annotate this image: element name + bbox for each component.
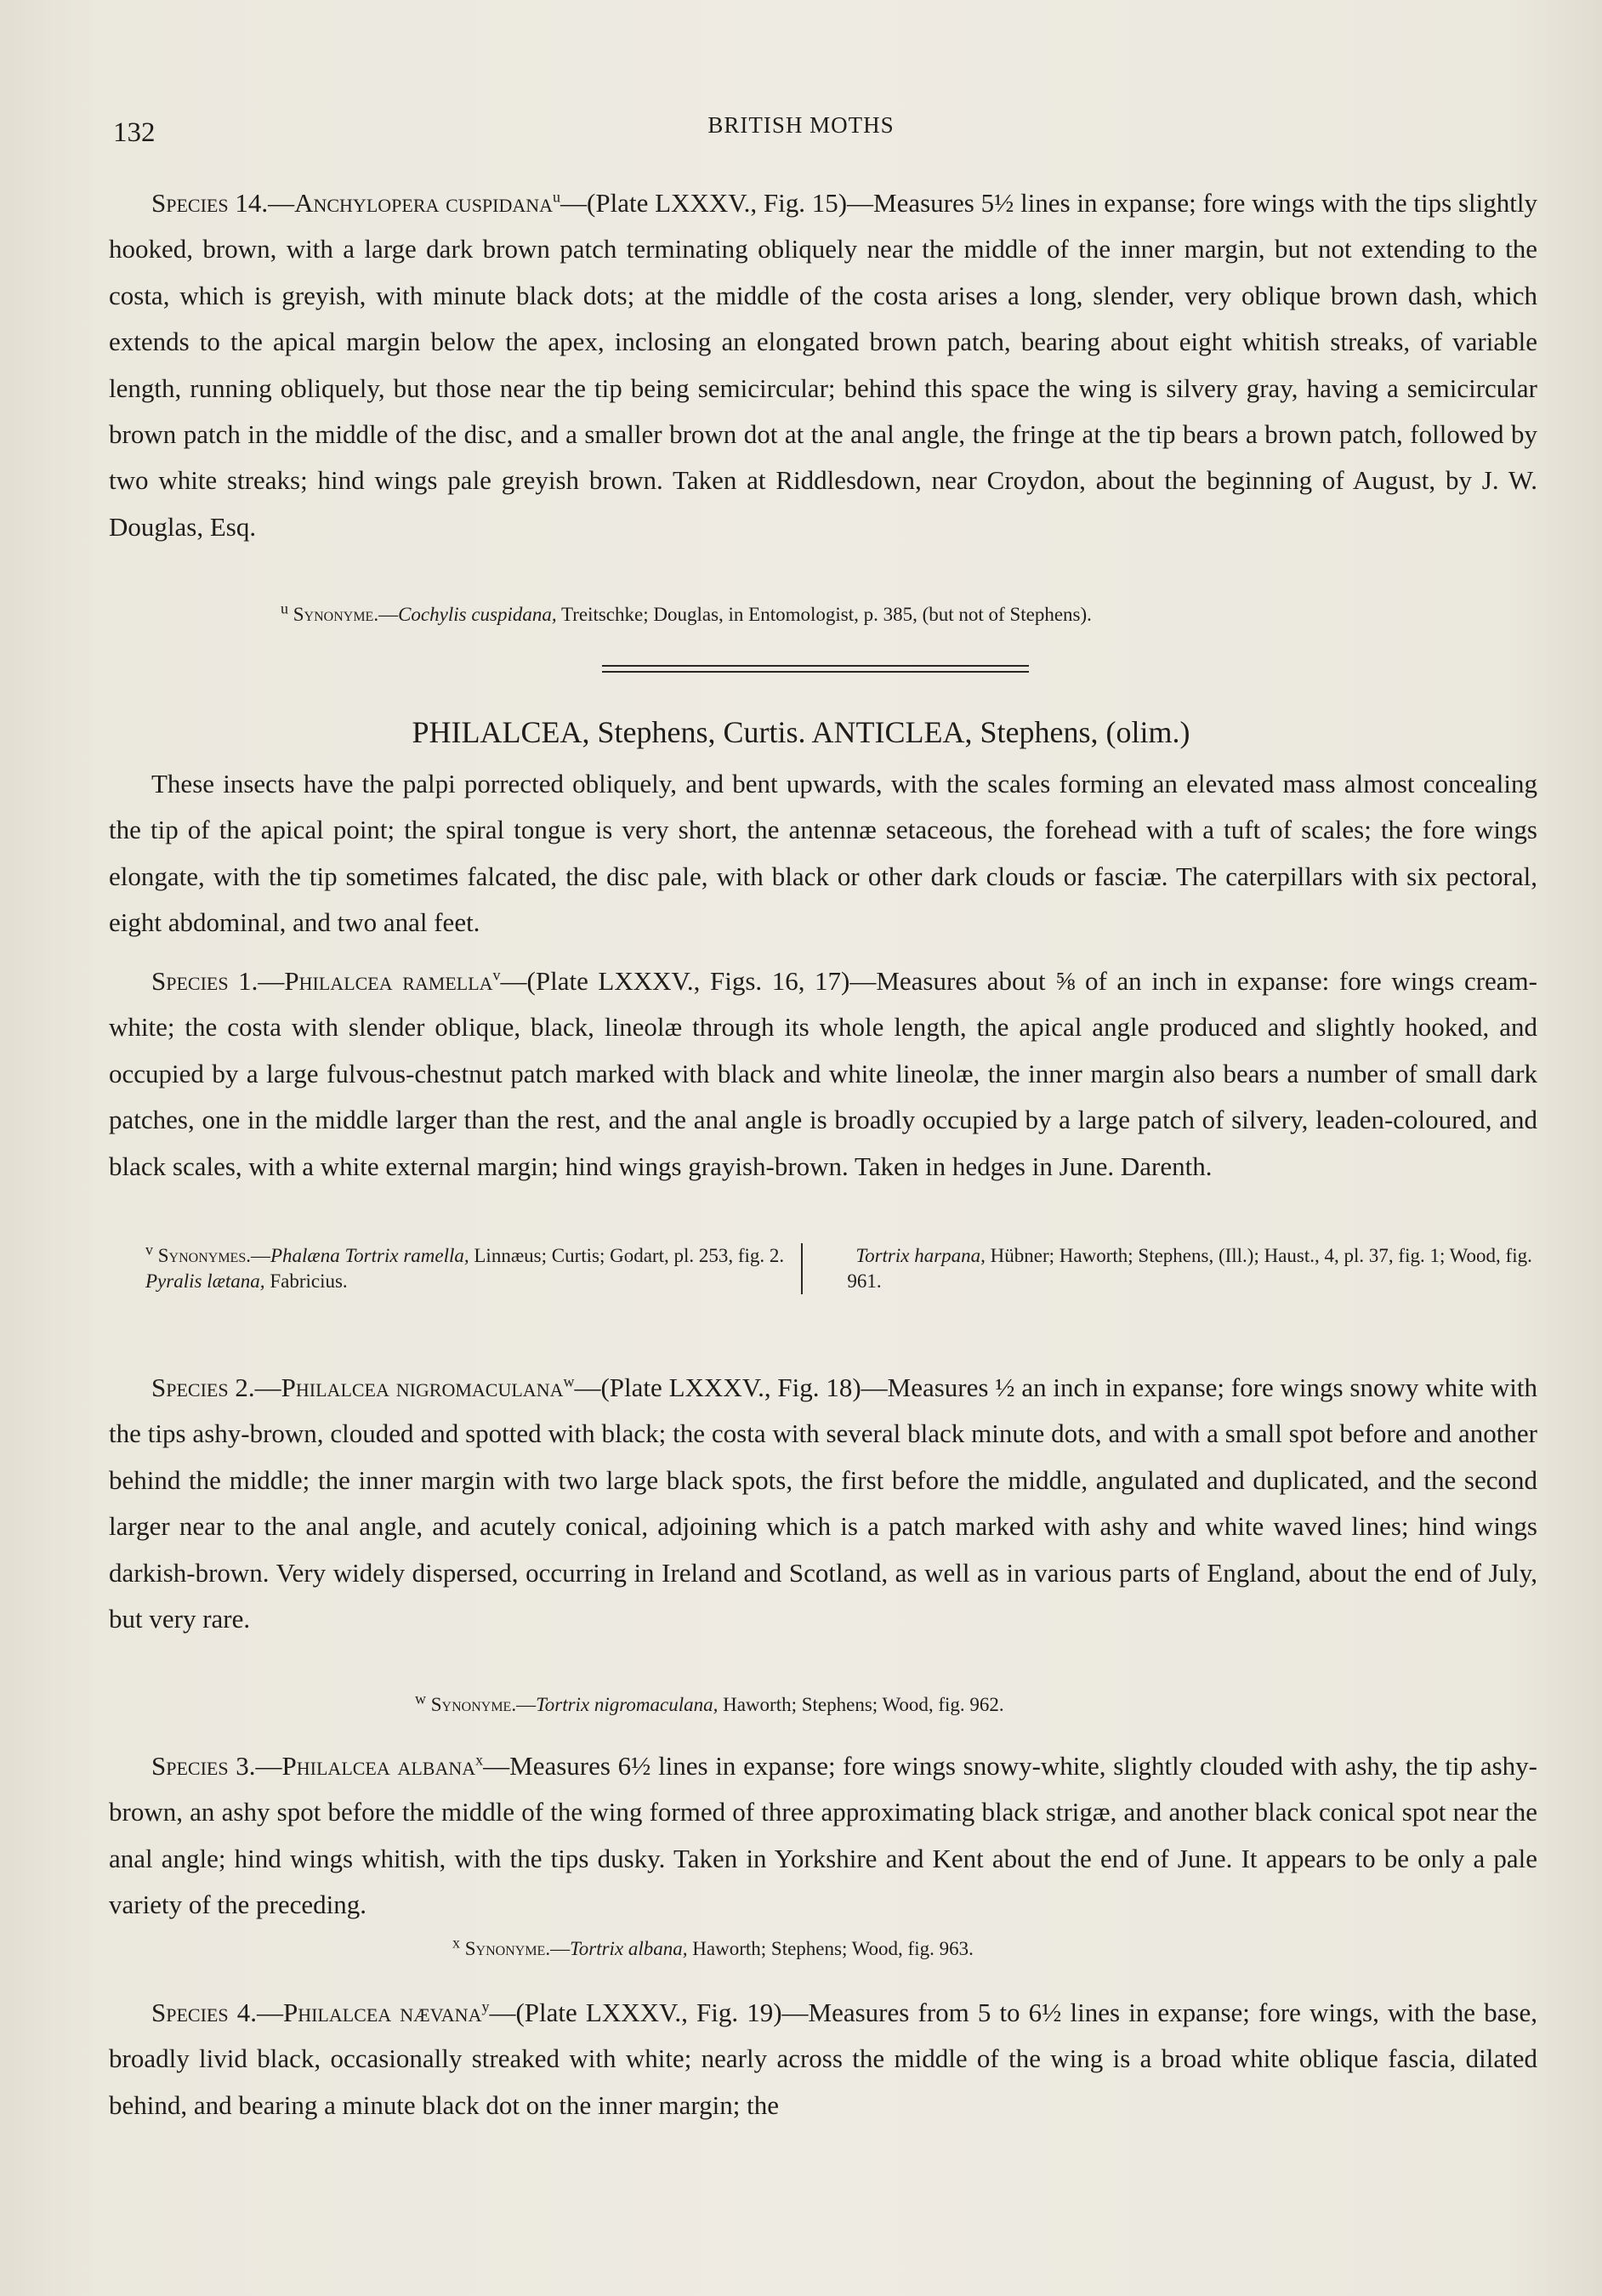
species-14-footnote (281, 602, 1556, 628)
footnote-mark: v (145, 1241, 153, 1259)
species-14-paragraph (109, 180, 1537, 550)
species-4-label: Species 4.—Philalcea nævana (151, 1998, 482, 2027)
footnote-species-name: Phalæna Tortrix ramella, (270, 1245, 469, 1266)
footnote-species-name: Tortrix albana, (570, 1938, 688, 1959)
footnote-text: Haworth; Stephens; Wood, fig. 962. (718, 1694, 1004, 1715)
species-2-label: Species 2.—Philalcea nigromaculana (151, 1372, 564, 1402)
species-3-footnote (452, 1936, 1515, 1962)
genus-description (109, 761, 1537, 946)
section-divider-rule (602, 665, 1029, 673)
species-4-entry (109, 1990, 1537, 2128)
footnote-text: Linnæus; Curtis; Godart, pl. 253, fig. 2. (469, 1245, 785, 1266)
footnote-mark-x: x (475, 1751, 484, 1769)
footnote-mark: w (415, 1690, 426, 1708)
species-1-entry (109, 958, 1537, 1190)
species-3-text: —Measures 6½ lines in expanse; fore wings snowy-white, slightly clouded with ashy, the tip ashy-brown, an ashy spot before the middle of the wing formed of three approximating black strigæ, and another black conical spot near the anal angle; hind wings whitish, with the tips dusky. Taken in Yorkshire and Kent about the end of June. It appears to be only a pale variety of the preceding. (109, 1751, 1537, 1920)
footnote-mark-u: u (553, 188, 561, 206)
footnote-label: Synonymes.— (157, 1245, 270, 1266)
footnote-label: Synonyme.— (430, 1694, 537, 1715)
footnote-label: Synonyme.— (464, 1938, 571, 1959)
species-3-entry (109, 1743, 1537, 1929)
species-14-text: —(Plate LXXXV., Fig. 15)—Measures 5½ lines in expanse; fore wings with the tips slightly hooked, brown, with a large dark brown patch terminating obliquely near the middle of the inner margin, but not extending to the costa, which is greyish, with minute black dots; at the middle of the costa arises a long, slender, very oblique brown dash, which extends to the apical margin below the apex, inclosing an elongated brown patch, bearing about eight whitish streaks, of variable length, running obliquely, but those near the tip being semicircular; behind this space the wing is silvery gray, having a semicircular brown patch in the middle of the disc, and a smaller brown dot at the anal angle, the fringe at the tip bears a brown patch, followed by two white streaks; hind wings pale greyish brown. Taken at Riddlesdown, near Croydon, about the beginning of August, by J. W. Douglas, Esq. (109, 188, 1537, 542)
footnote-mark: u (281, 600, 288, 617)
page-header (0, 112, 1602, 155)
species-2-entry (109, 1365, 1537, 1642)
footnote-mark-w: w (563, 1372, 575, 1390)
genus-description-text: These insects have the palpi porrected obliquely, and bent upwards, with the scales forming an elevated mass almost concealing the tip of the apical point; the spiral tongue is very short, the antennæ setaceous, the forehead with a tuft of scales; the fore wings elongate, with the tip sometimes falcated, the disc pale, with black or other dark clouds or fasciæ. The caterpillars with six pectoral, eight abdominal, and two anal feet. (109, 769, 1537, 938)
footnote-left-column (123, 1243, 803, 1294)
species-1-label: Species 1.—Philalcea ramella (151, 966, 493, 996)
species-2-text: —(Plate LXXXV., Fig. 18)—Measures ½ an inch in expanse; fore wings snowy white with the tips ashy-brown, clouded and spotted with black; the costa with several black minute dots, and with a small spot before and another behind the middle; the inner margin with two large black spots, the first before the middle, angulated and duplicated, and the second larger near to the anal angle, and acutely conical, adjoining which is a patch marked with ashy and white waved lines; hind wings darkish-brown. Very widely dispersed, occurring in Ireland and Scotland, as well as in various parts of England, about the end of July, but very rare. (109, 1372, 1537, 1634)
footnote-right-column (803, 1243, 1535, 1294)
page-number: 132 (113, 117, 156, 148)
footnote-species-name: Tortrix harpana, (855, 1245, 986, 1266)
footnote-text: Haworth; Stephens; Wood, fig. 963. (687, 1938, 974, 1959)
footnote-species-name: Tortrix nigromaculana, (536, 1694, 719, 1715)
running-head: BRITISH MOTHS (707, 112, 895, 138)
species-4-text: —(Plate LXXXV., Fig. 19)—Measures from 5 to 6½ lines in expanse; fore wings, with the base, broadly livid black, occasionally streaked with white; nearly across the middle of the wing is a broad white oblique fascia, dilated behind, and bearing a minute black dot on the inner margin; the (109, 1998, 1537, 2120)
footnote-mark-v: v (492, 966, 501, 984)
species-2-footnote (415, 1692, 1520, 1718)
species-2-paragraph (109, 1365, 1537, 1642)
species-3-paragraph (109, 1743, 1537, 1929)
footnote-text: Hübner; Haworth; Stephens, (Ill.); Haust., 4, pl. 37, fig. 1; Wood, fig. 961. (847, 1245, 1532, 1292)
genus-heading: PHILALCEA, Stephens, Curtis. ANTICLEA, Stephens, (olim.) (412, 715, 1190, 749)
species-1-text: —(Plate LXXXV., Figs. 16, 17)—Measures about ⅝ of an inch in expanse: fore wings cream-white; the costa with slender oblique, black, lineolæ through its whole length, the apical angle produced and slightly hooked, and occupied by a large fulvous-chestnut patch marked with black and white lineolæ, the inner margin also bears a number of small dark patches, one in the middle larger than the rest, and the anal angle is broadly occupied by a large patch of silvery, leaden-coloured, and black scales, with a white external margin; hind wings grayish-brown. Taken in hedges in June. Darenth. (109, 966, 1537, 1181)
species-3-label: Species 3.—Philalcea albana (151, 1751, 476, 1781)
species-1-footnotes (123, 1243, 1535, 1294)
species-14-label: Species 14.—Anchylopera cuspidana (151, 188, 554, 218)
species-14-entry (109, 180, 1537, 550)
footnote-mark: x (452, 1934, 460, 1952)
footnote-species-name: Cochylis cuspidana, (398, 604, 557, 625)
species-4-paragraph (109, 1990, 1537, 2128)
footnote-label: Synonyme.— (293, 604, 399, 625)
footnote-species-name: Pyralis lætana, (145, 1270, 265, 1292)
species-1-paragraph (109, 958, 1537, 1190)
footnote-mark-y: y (481, 1998, 490, 2015)
footnote-text: Fabricius. (264, 1270, 348, 1292)
footnote-text: Treitschke; Douglas, in Entomologist, p. 385, (but not of Stephens). (556, 604, 1092, 625)
